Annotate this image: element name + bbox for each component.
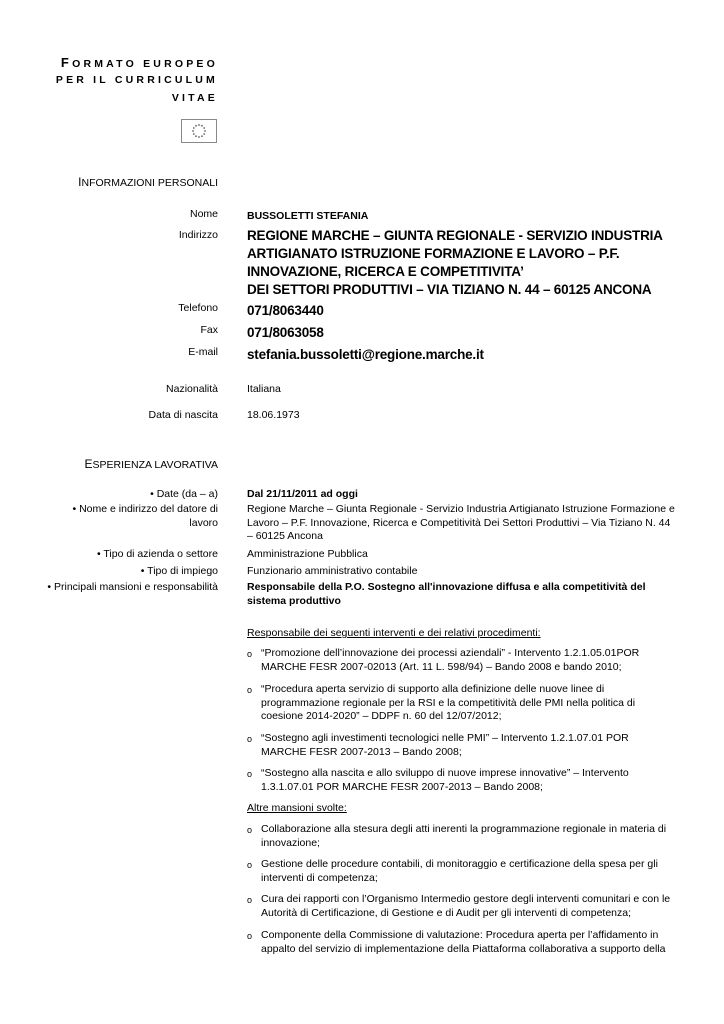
label-telefono: Telefono	[178, 302, 218, 314]
value-indirizzo-line: REGIONE MARCHE – GIUNTA REGIONALE - SERVIZIO INDUSTRIA	[247, 228, 663, 243]
value-nome: BUSSOLETTI STEFANIA	[247, 210, 369, 222]
list-item-intervento: o “Procedura aperta servizio di supporto alla definizione delle nuove linee di programmazione regionale per la RSI e la competitività delle PMI nella politica di coesione 2014-2020” – DDPF n. 60 del 12/07/2012;	[247, 683, 636, 722]
bullet-icon: o	[247, 734, 253, 744]
cv-title-line-3: VITAE	[171, 92, 218, 104]
label-indirizzo: Indirizzo	[178, 229, 218, 241]
value-nazionalita: Italiana	[247, 383, 281, 395]
eu-flag-icon	[181, 119, 217, 143]
label-email: E-mail	[188, 346, 218, 358]
heading-altre-mansioni: Altre mansioni svolte:	[247, 802, 347, 814]
bullet-icon: o	[247, 825, 253, 835]
value-data-nascita: 18.06.1973	[247, 409, 300, 421]
label-mansioni: • Principali mansioni e responsabilità	[47, 581, 218, 593]
cv-title-line-2: PER IL CURRICULUM	[55, 74, 218, 86]
value-tipo-impiego: Funzionario amministrativo contabile	[247, 565, 418, 577]
heading-interventi: Responsabile dei seguenti interventi e dei relativi procedimenti:	[247, 627, 541, 639]
list-item-intervento: o “Sostegno alla nascita e allo sviluppo di nuove imprese innovative” – Intervento 1.3.1.07.01 POR MARCHE FESR 2007-2013 – Bando 2008;	[247, 767, 629, 793]
value-date: Dal 21/11/2011 ad oggi	[247, 488, 358, 500]
bullet-icon: o	[247, 895, 253, 905]
label-datore: • Nome e indirizzo del datore di	[72, 503, 218, 515]
list-item-intervento: o “Sostegno agli investimenti tecnologici nelle PMI” – Intervento 1.2.1.07.01 POR MARCHE FESR 2007-2013 – Bando 2008;	[247, 732, 629, 758]
value-indirizzo-line: INNOVAZIONE, RICERCA E COMPETITIVITA’	[247, 264, 524, 279]
bullet-icon: o	[247, 860, 253, 870]
bullet-icon: o	[247, 649, 253, 659]
value-telefono: 071/8063440	[247, 303, 324, 318]
value-indirizzo-line: DEI SETTORI PRODUTTIVI – VIA TIZIANO N. 44 – 60125 ANCONA	[247, 282, 652, 297]
list-item-mansione: o Gestione delle procedure contabili, di monitoraggio e certificazione della spesa per gli interventi di competenza;	[247, 858, 658, 884]
label-tipo-impiego: • Tipo di impiego	[140, 565, 218, 577]
label-nome: Nome	[189, 208, 218, 220]
list-item-intervento: o “Promozione dell’innovazione dei processi aziendali” - Intervento 1.2.1.05.01POR MARCHE FESR 2007-02013 (Art. 11 L. 598/94) – Bando 2008 e bando 2010;	[247, 647, 640, 673]
list-item-mansione: o Cura dei rapporti con l’Organismo Intermedio gestore degli interventi comunitari e con le Autorità di Certificazione, di Gestione e di Audit per gli interventi di competenza;	[247, 893, 671, 919]
value-indirizzo-line: ARTIGIANATO ISTRUZIONE FORMAZIONE E LAVORO – P.F.	[247, 246, 620, 261]
value-datore: Regione Marche – Giunta Regionale - Servizio Industria Artigianato Istruzione Formazione e Lavoro – P.F. Innovazione, Ricerca e Competitività Dei Settori Produttivi – Via Tiziano N. 44 – 60125 Ancona	[247, 503, 675, 542]
label-datore-cont: lavoro	[189, 517, 218, 529]
value-fax: 071/8063058	[247, 325, 324, 340]
bullet-icon: o	[247, 685, 253, 695]
cv-title-line-1: FORMATO EUROPEO	[60, 55, 218, 70]
label-tipo-azienda: • Tipo di azienda o settore	[96, 548, 218, 560]
label-fax: Fax	[200, 324, 218, 336]
bullet-icon: o	[247, 769, 253, 779]
label-data-nascita: Data di nascita	[148, 409, 218, 421]
label-nazionalita: Nazionalità	[166, 383, 218, 395]
list-item-mansione: o Componente della Commissione di valutazione: Procedura aperta per l’affidamento in appalto del servizio di implementazione della Piattaforma collaborativa a supporto della	[247, 929, 666, 955]
value-tipo-azienda: Amministrazione Pubblica	[247, 548, 368, 560]
list-item-mansione: o Collaborazione alla stesura degli atti inerenti la programmazione regionale in materia di innovazione;	[247, 823, 667, 849]
section-personal-info: INFORMAZIONI PERSONALI	[78, 175, 218, 189]
section-work-experience: ESPERIENZA LAVORATIVA	[84, 457, 218, 471]
label-date: • Date (da – a)	[150, 488, 218, 500]
value-email[interactable]: stefania.bussoletti@regione.marche.it	[247, 347, 484, 362]
value-mansioni: Responsabile della P.O. Sostegno all'innovazione diffusa e alla competitività del sistema produttivo	[247, 581, 646, 607]
bullet-icon: o	[247, 931, 253, 941]
